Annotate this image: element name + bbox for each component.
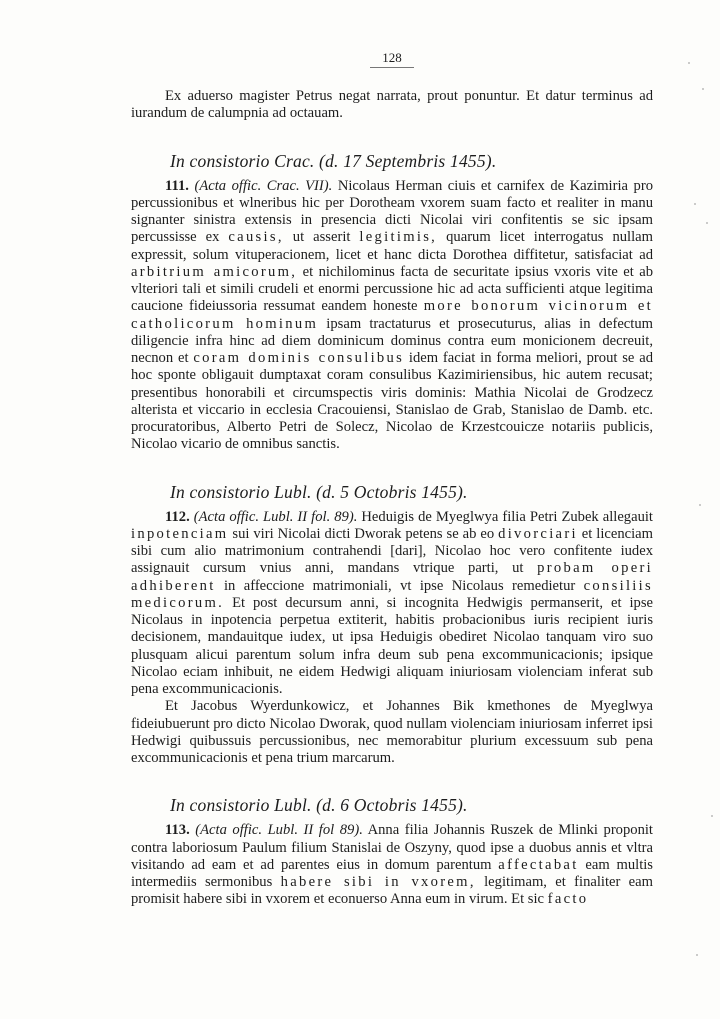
entry-paragraph: 113. (Acta offic. Lubl. II fol 89). Anna filia Johannis Ruszek de Mlinki proponit contra laboriosum Paulum filium Stanislai de Oszyny, quod ipse a duobus annis et vltra visitando ad eam et ad parentes eius in domum parentum affectabat eam multis intermediis sermonibus habere sibi in vxorem, legitimam, et finaliter eam promisit habere sibi in vxorem et econuerso Anna eum in virum. Et sic facto — [131, 822, 653, 908]
entry-number: 112. — [165, 508, 190, 525]
scan-speck — [702, 88, 704, 90]
entry-source: (Acta offic. Lubl. II fol. 89). — [193, 508, 358, 525]
scan-speck — [696, 954, 698, 956]
entry-number: 111. — [165, 177, 189, 194]
entry-source: (Acta offic. Crac. VII). — [194, 177, 333, 194]
scan-speck — [706, 222, 708, 224]
section-heading: In consistorio Lubl. (d. 5 Octobris 1455). — [170, 481, 468, 502]
entry-source: (Acta offic. Lubl. II fol 89). — [195, 822, 363, 839]
entry-paragraph: 111. (Acta offic. Crac. VII). Nicolaus Herman ciuis et carnifex de Kazimiria pro percussionibus et wlneribus hic per Dorotheam vxorem suam facto et realiter in manu signanter sinistra extensis in presencia dicti Nicolai viri confitentis se sic ipsam percussisse ex causis, ut asserit legitimis, quarum licet interrogatus nullam expressit, solum vituperacionem, licet et hanc dicta Dorothea diffitetur, satisfaciat ad arbitrium amicorum, et nichilominus facta de securitate ipsius vxoris vite et ab vlteriori tali et simili crudeli et enormi percussione hic ad acta sufficienti atque legitima caucione fideiussoria ressumat eandem honeste more bonorum vicinorum et catholicorum hominum ipsam tractaturus et prosecuturus, alias in defectum diligencie infra hinc ad diem dominicum dominus contra eum monicionem decreuit, necnon et coram dominis consulibus idem faciat in forma meliori, prout se ad hoc sponte obligauit dumptaxat coram consulibus Kazimiriensibus, hic autem recusat; presentibus honorabili et circumspectis viris dominis: Mathia Nicolai de Grodzecz alterista et viccario in ecclesia Cracouiensi, Stanislao de Grab, Stanislao de Damb. etc. procuratoribus, Alberto Petri de Solecz, Nicolao de Krzestcouicze notariis publicis, Nicolao vicario de omnibus sanctis. — [131, 177, 654, 453]
page-number: 128 — [131, 50, 653, 68]
entry-paragraph-continued: Et Jacobus Wyerdunkowicz, et Johannes Bik kmethones de Myeglwya fideiubuerunt pro dicto Nicolao Dworak, quod nullam violenciam iniuriosam inferret ipsi Hedwigi quibussuis percussionibus, nec memorabitur plurium excessuum sub pena excommunicacionis et pena trium marcarum. — [131, 698, 653, 766]
section-heading: In consistorio Lubl. (d. 6 Octobris 1455). — [170, 795, 468, 816]
section-heading: In consistorio Crac. (d. 17 Septembris 1455). — [170, 150, 497, 171]
scan-speck — [688, 62, 690, 64]
scan-speck — [694, 203, 696, 205]
entry-paragraph: 112. (Acta offic. Lubl. II fol. 89). Heduigis de Myeglwya filia Petri Zubek allegauit inpotenciam sui viri Nicolai dicti Dworak petens se ab eo divorciari et licenciam sibi cum alio matrimonium contrahendi [dari], Nicolao hoc vero confitente iudex assignauit cursum vnius anni, mandans vtrique parti, ut probam operi adhiberent in affeccione matrimoniali, vt ipse Nicolaus remedietur consiliis medicorum. Et post decursum anni, si incognita Hedwigis permanserit, et ipse Nicolaus in inpotencia perpetua extiterit, habitis probacionibus iuris recipient iuris decisionem, mandauitque iudex, ut ipsa Heduigis obediret Nicolao tanquam viro suo plusquam alicui parentum solum infra deum sub pena excommunicacionis; ipsique Nicolao eciam inhibuit, ne eidem Hedwigi aliquam iniuriosam violenciam inferat sub pena excommunicacionis. — [131, 508, 653, 697]
scan-speck — [711, 815, 713, 817]
book-page — [131, 50, 653, 909]
entry-number: 113. — [165, 822, 190, 839]
scan-speck — [699, 504, 701, 506]
intro-paragraph: Ex aduerso magister Petrus negat narrata, prout ponuntur. Et datur terminus ad iurandum de calumpnia ad octauam. — [131, 88, 653, 122]
